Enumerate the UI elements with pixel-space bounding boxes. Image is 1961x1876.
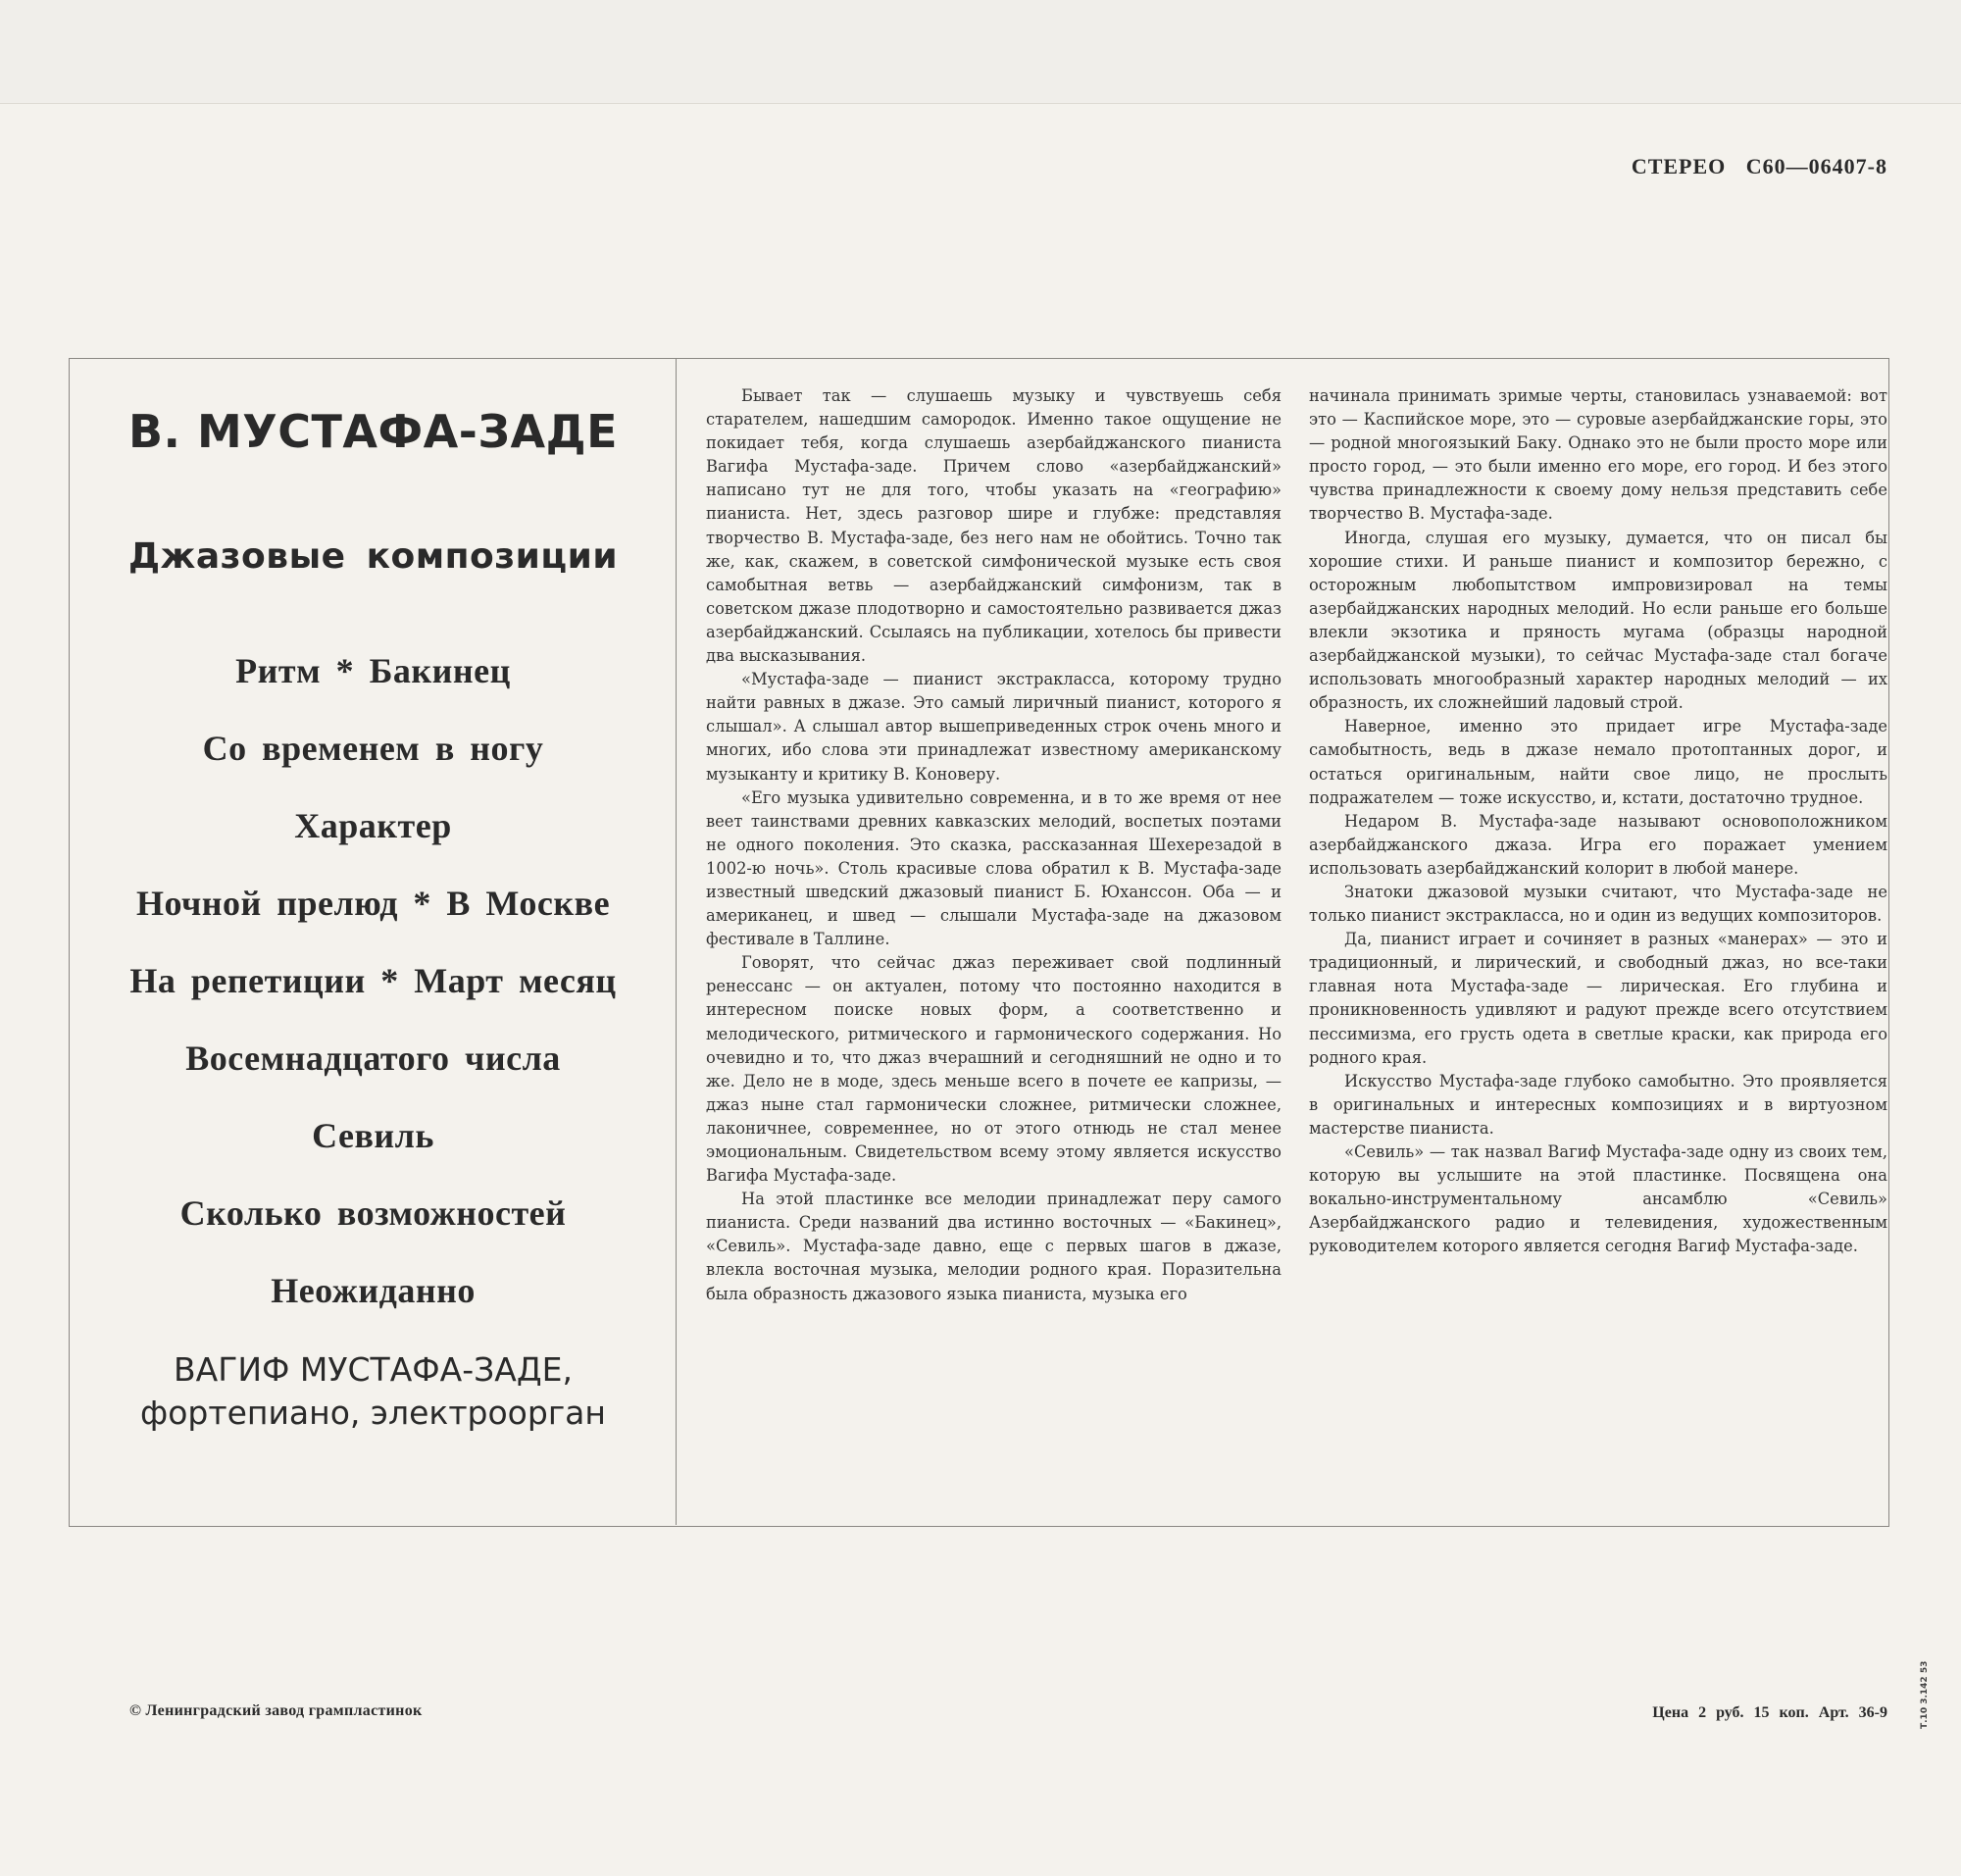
tracklist-panel xyxy=(71,358,676,1525)
column-divider xyxy=(676,358,677,1525)
paragraph: Говорят, что сейчас джаз переживает свой подлинный ренессанс — он актуален, потому что постоянно находится в интересном поиске новых форм, а соответственно и мелодического, ритмического и гармонического содержания. Но очевидно и то, что джаз вчерашний и сегодняшний не одно и то же. Дело не в моде, здесь меньше всего в почете ее капризы, — джаз ныне стал гармонически сложнее, ритмически сложнее, лаконичнее, современнее, но от этого отнюдь не стал менее эмоциональным. Свидетельством всему этому является искусство Вагифа Мустафа-заде. xyxy=(706,953,1282,1186)
publisher-copyright: © Ленинградский завод грампластинок xyxy=(129,1702,423,1719)
track-item: Ритм * Бакинец xyxy=(235,651,511,690)
paragraph: На этой пластинке все мелодии принадлежат перу самого пианиста. Среди названий два истинно восточных — «Бакинец», «Севиль». Мустафа-заде давно, еще с первых шагов в джазе, влекла восточная музыка, мелодии родного края. Поразительна была образность джазового языка пианиста, музыка его xyxy=(706,1190,1282,1303)
liner-notes-column-2 xyxy=(1309,384,1887,1258)
track-item: Восемнадцатого числа xyxy=(185,1039,561,1078)
paragraph: «Мустафа-заде — пианист экстракласса, которому трудно найти равных в джазе. Это самый лиричный пианист, которого я слышал». А слышал автор вышеприведенных строк очень много и многих, ибо слова эти принадлежат известному американскому музыканту и критику В. Коноверу. xyxy=(706,670,1282,784)
paragraph: Искусство Мустафа-заде глубоко самобытно. Это проявляется в оригинальных и интересных композициях и в виртуозном мастерстве пианиста. xyxy=(1309,1071,1887,1138)
paragraph: Бывает так — слушаешь музыку и чувствуешь себя старателем, нашедшим самородок. Именно такое ощущение не покидает тебя, когда слушаешь азербайджанского пианиста Вагифа Мустафа-заде. Причем слово «азербайджанский» написано тут не для того, чтобы указать на «географию» пианиста. Нет, здесь разговор шире и глубже: представляя творчество В. Мустафа-заде, без него нам не обойтись. Точно так же, как, скажем, в советской симфонической музыке есть своя самобытная ветвь — азербайджанский симфонизм, так в советском джазе плодотворно и самостоятельно развивается джаз азербайджанский. Ссылаясь на публикации, хотелось бы привести два высказывания. xyxy=(706,386,1282,666)
track-list xyxy=(71,633,676,1330)
paragraph: начинала принимать зримые черты, становилась узнаваемой: вот это — Каспийское море, это — суровые азербайджанские горы, это — родной многоязыкий Баку. Однако это не были просто море или просто город, — это были именно его море, его город. И без этого чувства принадлежности к своему дому нельзя представить себе творчество В. Мустафа-заде. xyxy=(1309,386,1887,524)
track-item: Со временем в ногу xyxy=(202,729,544,768)
performer-credit xyxy=(71,1348,676,1435)
print-code: Т.10 3.142 53 xyxy=(1920,1660,1930,1729)
paragraph: Знатоки джазовой музыки считают, что Мустафа-заде не только пианист экстракласса, но и один из ведущих композиторов. xyxy=(1309,882,1887,926)
track-item: Севиль xyxy=(312,1116,434,1155)
album-subtitle: Джазовые композиции xyxy=(127,536,619,577)
track-item: Ночной прелюд * В Москве xyxy=(135,884,611,923)
track-item: На репетиции * Март месяц xyxy=(129,961,617,1000)
track-item: Сколько возможностей xyxy=(179,1193,567,1233)
paragraph: «Его музыка удивительно современна, и в то же время от нее веет таинствами древних кавказских мелодий, воспетых поэтами не одного поколения. Это сказка, рассказанная Шехерезадой в 1002-ю ночь». Столь красивые слова обратил к В. Мустафа-заде известный шведский джазовый пианист Б. Юханссон. Оба — и американец, и швед — слышали Мустафа-заде на джазовом фестивале в Таллине. xyxy=(706,787,1282,949)
catalog-number: СТЕРЕО С60—06407-8 xyxy=(1631,154,1887,178)
performer-instruments: фортепиано, электроорган xyxy=(140,1394,606,1432)
paragraph: Недаром В. Мустафа-заде называют основоположником азербайджанского джаза. Игра его поражает умением использовать азербайджанский колорит в любой манере. xyxy=(1309,811,1887,878)
track-item: Неожиданно xyxy=(271,1271,476,1310)
track-item: Характер xyxy=(294,806,452,845)
price-label: Цена 2 руб. 15 коп. Арт. 36-9 xyxy=(1652,1704,1887,1721)
artist-title: В. МУСТАФА-ЗАДЕ xyxy=(127,405,618,458)
paragraph: Да, пианист играет и сочиняет в разных «манерах» — это и традиционный, и лирический, и свободный джаз, но все-таки главная нота Мустафа-заде — лирическая. Его глубина и проникновенность удивляют и радуют прежде всего отсутствием пессимизма, его грусть одета в светлые краски, как природа его родного края. xyxy=(1309,930,1887,1067)
paragraph: Иногда, слушая его музыку, думается, что он писал бы хорошие стихи. И раньше пианист и композитор бережно, с осторожным любопытством импровизировал на темы азербайджанских народных мелодий. Но если раньше его больше влекли экзотика и пряность мугама (образцы народной азербайджанской музыки), то сейчас Мустафа-заде стал богаче использовать многообразный характер народных мелодий — их образность, их сложнейший ладовый строй. xyxy=(1309,528,1887,713)
paragraph: «Севиль» — так назвал Вагиф Мустафа-заде одну из своих тем, которую вы услышите на этой пластинке. Посвящена она вокально-инструментальному ансамблю «Севиль» Азербайджанского радио и телевидения, художественным руководителем которого является сегодня Вагиф Мустафа-заде. xyxy=(1309,1142,1887,1256)
performer-name: ВАГИФ МУСТАФА-ЗАДЕ, xyxy=(173,1350,574,1389)
liner-notes-column-1 xyxy=(706,384,1282,1306)
paragraph: Наверное, именно это придает игре Мустафа-заде самобытность, ведь в джазе немало протоптанных дорог, и остаться оригинальным, найти свое лицо, не прослыть подражателем — тоже искусство, и, кстати, достаточно трудное. xyxy=(1309,717,1887,807)
